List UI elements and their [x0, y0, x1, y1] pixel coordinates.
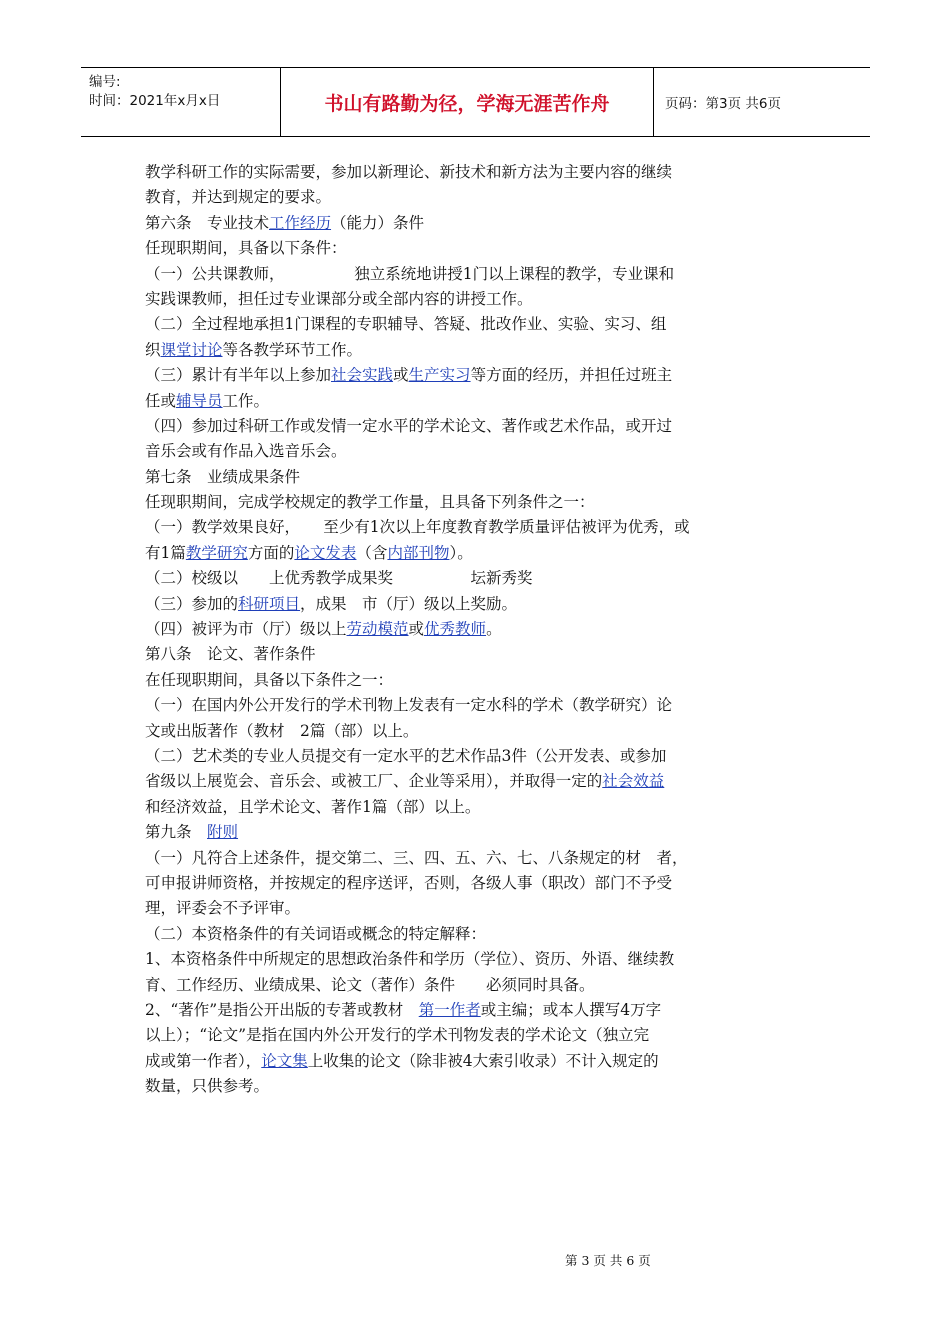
text-span: （一）教学效果良好， 至少有1次以上年度教育教学质量评估被评为优秀，或 [145, 518, 690, 537]
text-span: 以上）；“论文”是指在国内外公开发行的学术刊物发表的学术论文（独立完 [145, 1026, 650, 1045]
hyperlink[interactable]: 社会实践 [331, 366, 394, 385]
text-span: （四）参加过科研工作或发情一定水平的学术论文、著作或艺术作品，或开过 [145, 416, 673, 435]
text-line [145, 719, 805, 744]
page-header [81, 67, 870, 137]
text-line [145, 160, 805, 185]
text-span: 任现职期间，完成学校规定的教学工作量，且具备下列条件之一： [145, 493, 595, 512]
text-line [145, 236, 805, 261]
hyperlink[interactable]: 论文发表 [294, 543, 357, 562]
text-span: 和经济效益，且学术论文、著作1篇（部）以上。 [145, 797, 481, 816]
text-line [145, 744, 805, 769]
text-line [145, 973, 805, 998]
hyperlink[interactable]: 课堂讨论 [160, 340, 223, 359]
hyperlink[interactable]: 内部刊物 [387, 543, 450, 562]
header-slogan: 书山有路勤为径，学海无涯苦作舟 [281, 68, 654, 136]
text-span: 省级以上展览会、音乐会、或被工厂、企业等采用），并取得一定的 [145, 772, 603, 791]
text-line [145, 541, 805, 566]
text-line [145, 642, 805, 667]
text-span: 第六条 专业技术 [145, 213, 270, 232]
text-line [145, 312, 805, 337]
text-line [145, 795, 805, 820]
text-span: 2、“著作”是指公开出版的专著或教材 [145, 1000, 419, 1019]
text-line [145, 871, 805, 896]
hyperlink[interactable]: 教学研究 [185, 543, 248, 562]
text-line [145, 1049, 805, 1074]
text-span: 理，评委会不予评审。 [145, 899, 301, 918]
document-number-label: 编号: [89, 74, 121, 90]
text-line [145, 592, 805, 617]
text-span: 在任现职期间，具备以下条件之一： [145, 670, 394, 689]
text-span: 实践课教师，担任过专业课部分或全部内容的讲授工作。 [145, 289, 533, 308]
text-line [145, 1023, 805, 1048]
text-line [145, 439, 805, 464]
text-line [145, 846, 805, 871]
text-span: 音乐会或有作品入选音乐会。 [145, 442, 347, 461]
text-line [145, 363, 805, 388]
text-line [145, 998, 805, 1023]
hyperlink[interactable]: 第一作者 [418, 1000, 481, 1019]
text-span: （含 [356, 543, 388, 562]
text-span: 或 [408, 620, 425, 639]
text-span: （一）在国内外公开发行的学术刊物上发表有一定水科的学术（教学研究）论 [145, 696, 673, 715]
text-span: 有1篇 [145, 543, 186, 562]
text-span: （能力）条件 [331, 213, 425, 232]
text-span: 上收集的论文（除非被4大索引收录）不计入规定的 [307, 1051, 659, 1070]
text-span: 教学科研工作的实际需要，参加以新理论、新技术和新方法为主要内容的继续 [145, 163, 673, 181]
text-span: （一）公共课教师， 独立系统地讲授1门以上课程的教学，专业课和 [145, 264, 675, 283]
hyperlink[interactable]: 生产实习 [408, 366, 471, 385]
hyperlink[interactable]: 科研项目 [238, 594, 301, 613]
text-span: 成或第一作者）， [145, 1051, 262, 1070]
hyperlink[interactable]: 优秀教师 [424, 620, 487, 639]
text-span: 第八条 论文、著作条件 [145, 645, 316, 664]
text-span: （二）校级以 上优秀教学成果奖 坛新秀奖 [145, 569, 533, 588]
text-line [145, 693, 805, 718]
text-span: 任或 [145, 391, 177, 410]
text-line [145, 211, 805, 236]
text-line [145, 896, 805, 921]
hyperlink[interactable]: 论文集 [261, 1051, 308, 1070]
text-line [145, 820, 805, 845]
text-line [145, 490, 805, 515]
text-span: 育、工作经历、业绩成果、论文（著作）条件 必须同时具备。 [145, 975, 595, 994]
hyperlink[interactable]: 劳动模范 [346, 620, 409, 639]
text-span: 第九条 [145, 823, 208, 842]
hyperlink[interactable]: 附则 [207, 823, 239, 842]
text-span: （四）被评为市（厅）级以上 [145, 620, 347, 639]
text-span: 或 [393, 366, 409, 385]
text-span: 织 [145, 340, 161, 359]
text-line [145, 287, 805, 312]
text-line [145, 414, 805, 439]
text-span: 数量，只供参考。 [145, 1077, 270, 1096]
hyperlink[interactable]: 辅导员 [176, 391, 223, 410]
text-line [145, 465, 805, 490]
header-meta [81, 68, 281, 136]
page-footer: 第 3 页 共 6 页 [565, 1253, 651, 1268]
text-span: 。 [486, 620, 502, 639]
document-body [145, 160, 805, 1099]
document-time-label: 时间：2021年x月x日 [89, 93, 221, 109]
text-span: 1、本资格条件中所规定的思想政治条件和学历（学位）、资历、外语、继续教 [145, 950, 675, 969]
text-line [145, 185, 805, 210]
text-span: 等方面的经历，并担任过班主 [470, 366, 673, 385]
text-line [145, 338, 805, 363]
text-line [145, 668, 805, 693]
text-span: （三）参加的 [145, 594, 239, 613]
text-line [145, 566, 805, 591]
text-line [145, 389, 805, 414]
text-span: 或主编；或本人撰写4万字 [480, 1000, 662, 1019]
text-line [145, 617, 805, 642]
text-span: 方面的 [247, 543, 295, 562]
text-span: ，成果 市（厅）级以上奖励。 [300, 594, 518, 613]
text-span: 第七条 业绩成果条件 [145, 467, 301, 486]
header-page-number: 页码：第3页 共6页 [665, 96, 781, 112]
text-span: （二）本资格条件的有关词语或概念的特定解释： [145, 924, 487, 943]
text-span: （三）累计有半年以上参加 [145, 366, 332, 385]
text-span: （一）凡符合上述条件，提交第二、三、四、五、六、七、八条规定的材 者， [145, 848, 688, 867]
text-span: （二）全过程地承担1门课程的专职辅导、答疑、批改作业、实验、实习、组 [145, 315, 667, 334]
text-line [145, 262, 805, 287]
text-span: 教育，并达到规定的要求。 [145, 188, 332, 207]
text-span: （二）艺术类的专业人员提交有一定水平的艺术作品3件（公开发表、或参加 [145, 746, 667, 765]
text-line [145, 922, 805, 947]
text-span: 任现职期间，具备以下条件： [145, 239, 347, 258]
text-span: 等各教学环节工作。 [222, 340, 363, 359]
text-span: 工作。 [222, 391, 270, 410]
text-line [145, 947, 805, 972]
text-line [145, 769, 805, 794]
text-span: ）。 [449, 543, 473, 562]
text-line [145, 1074, 805, 1099]
hyperlink[interactable]: 工作经历 [269, 213, 332, 232]
text-span: 文或出版著作（教材 2篇（部）以上。 [145, 721, 419, 740]
text-line [145, 515, 805, 540]
text-span: 可申报讲师资格，并按规定的程序送评，否则，各级人事（职改）部门不予受 [145, 873, 673, 892]
hyperlink[interactable]: 社会效益 [602, 772, 665, 791]
